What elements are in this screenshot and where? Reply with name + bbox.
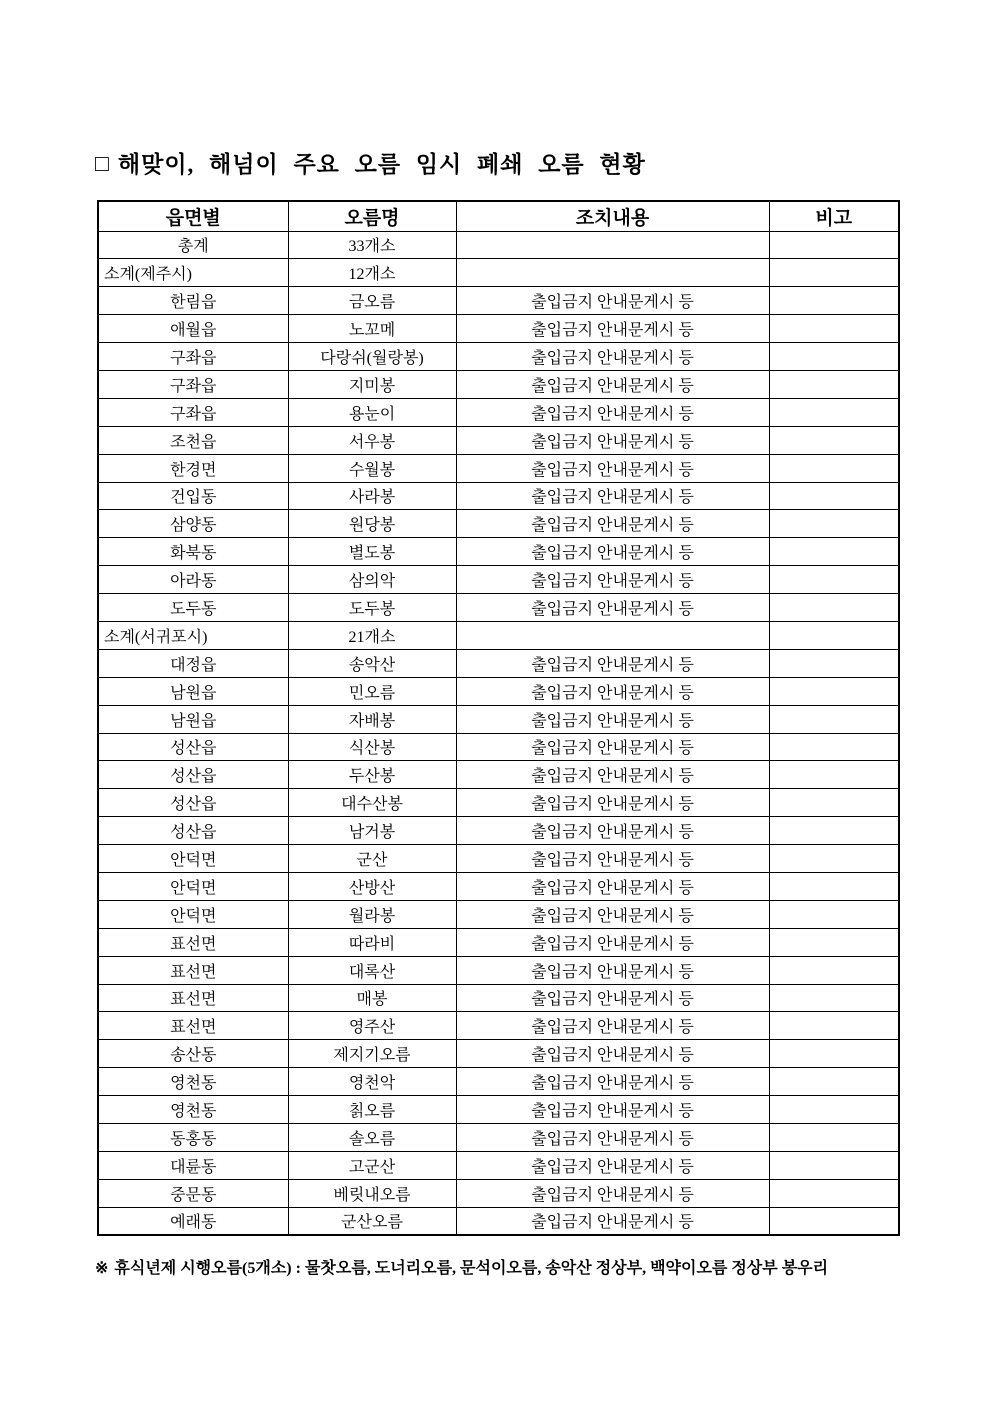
cell-region: 소계(제주시) [98,259,288,287]
cell-note [769,594,899,622]
cell-note [769,1207,899,1235]
cell-action: 출입금지 안내문게시 등 [456,594,769,622]
cell-note [769,621,899,649]
table-body [98,231,899,1235]
cell-region: 성산읍 [98,817,288,845]
table-row [98,928,899,956]
cell-oreum-name: 대수산봉 [288,789,456,817]
table-row [98,789,899,817]
table-row [98,872,899,900]
cell-region: 안덕면 [98,900,288,928]
table-row [98,370,899,398]
cell-action: 출입금지 안내문게시 등 [456,426,769,454]
cell-region: 도두동 [98,594,288,622]
cell-region: 아라동 [98,566,288,594]
cell-region: 조천읍 [98,426,288,454]
cell-action: 출입금지 안내문게시 등 [456,1179,769,1207]
col-header-region: 읍면별 [98,201,288,231]
cell-action: 출입금지 안내문게시 등 [456,1151,769,1179]
cell-action: 출입금지 안내문게시 등 [456,1124,769,1152]
cell-action: 출입금지 안내문게시 등 [456,789,769,817]
cell-action: 출입금지 안내문게시 등 [456,928,769,956]
table-row [98,1040,899,1068]
table-row [98,705,899,733]
cell-note [769,761,899,789]
cell-oreum-name: 용눈이 [288,398,456,426]
cell-note [769,872,899,900]
cell-oreum-name: 도두봉 [288,594,456,622]
table-row [98,900,899,928]
cell-oreum-name: 대록산 [288,956,456,984]
table-row [98,956,899,984]
table-row [98,1096,899,1124]
cell-region: 대정읍 [98,649,288,677]
table-row [98,677,899,705]
cell-region: 남원읍 [98,677,288,705]
table-row [98,1207,899,1235]
cell-action: 출입금지 안내문게시 등 [456,761,769,789]
cell-action: 출입금지 안내문게시 등 [456,677,769,705]
cell-action: 출입금지 안내문게시 등 [456,817,769,845]
table-row [98,398,899,426]
cell-action: 출입금지 안내문게시 등 [456,315,769,343]
cell-action [456,621,769,649]
table-row [98,761,899,789]
cell-action: 출입금지 안내문게시 등 [456,845,769,873]
table-row [98,315,899,343]
cell-region: 동홍동 [98,1124,288,1152]
cell-region: 표선면 [98,956,288,984]
table-row [98,1151,899,1179]
table-row [98,426,899,454]
oreum-closure-table [97,200,900,1236]
cell-region: 성산읍 [98,789,288,817]
table-row [98,482,899,510]
cell-action: 출입금지 안내문게시 등 [456,900,769,928]
table-row [98,510,899,538]
cell-note [769,705,899,733]
cell-note [769,510,899,538]
cell-note [769,733,899,761]
cell-action: 출입금지 안내문게시 등 [456,872,769,900]
cell-note [769,287,899,315]
cell-note [769,1012,899,1040]
footnote-text: 휴식년제 시행오름(5개소) : 물찻오름, 도너리오름, 문석이오름, 송악산 정상부, 백약이오름 정상부 봉우리 [114,1260,829,1277]
cell-region: 중문동 [98,1179,288,1207]
cell-oreum-name: 고군산 [288,1151,456,1179]
col-header-action: 조치내용 [456,201,769,231]
cell-action: 출입금지 안내문게시 등 [456,482,769,510]
cell-note [769,454,899,482]
cell-oreum-name: 따라비 [288,928,456,956]
cell-note [769,928,899,956]
page-title-text: 해맞이, 해넘이 주요 오름 임시 폐쇄 오름 현황 [117,152,646,177]
cell-oreum-name: 칡오름 [288,1096,456,1124]
cell-note [769,1151,899,1179]
table-row [98,649,899,677]
cell-note [769,984,899,1012]
cell-region: 애월읍 [98,315,288,343]
cell-action: 출입금지 안내문게시 등 [456,733,769,761]
cell-region: 구좌읍 [98,370,288,398]
cell-region: 안덕면 [98,845,288,873]
cell-oreum-name: 삼의악 [288,566,456,594]
cell-oreum-name: 서우봉 [288,426,456,454]
table-row [98,1179,899,1207]
cell-oreum-name: 산방산 [288,872,456,900]
cell-action: 출입금지 안내문게시 등 [456,398,769,426]
col-header-note: 비고 [769,201,899,231]
cell-note [769,677,899,705]
cell-note [769,482,899,510]
cell-region: 총계 [98,231,288,259]
cell-oreum-name: 군산오름 [288,1207,456,1235]
cell-note [769,649,899,677]
cell-action: 출입금지 안내문게시 등 [456,956,769,984]
cell-note [769,370,899,398]
cell-note [769,1124,899,1152]
cell-note [769,343,899,371]
table-row [98,343,899,371]
cell-oreum-name: 매봉 [288,984,456,1012]
cell-region: 표선면 [98,928,288,956]
cell-region: 건입동 [98,482,288,510]
cell-action: 출입금지 안내문게시 등 [456,343,769,371]
cell-note [769,538,899,566]
cell-note [769,1040,899,1068]
cell-oreum-name: 군산 [288,845,456,873]
cell-oreum-name: 다랑쉬(월랑봉) [288,343,456,371]
cell-oreum-name: 지미봉 [288,370,456,398]
cell-region: 화북동 [98,538,288,566]
cell-region: 예래동 [98,1207,288,1235]
cell-note [769,789,899,817]
col-header-oreum-name: 오름명 [288,201,456,231]
table-row [98,733,899,761]
cell-region: 표선면 [98,1012,288,1040]
cell-region: 성산읍 [98,761,288,789]
cell-action: 출입금지 안내문게시 등 [456,1096,769,1124]
cell-region: 소계(서귀포시) [98,621,288,649]
cell-oreum-name: 영천악 [288,1068,456,1096]
cell-action: 출입금지 안내문게시 등 [456,649,769,677]
cell-action: 출입금지 안내문게시 등 [456,566,769,594]
cell-region: 영천동 [98,1068,288,1096]
cell-oreum-name: 민오름 [288,677,456,705]
cell-oreum-name: 두산봉 [288,761,456,789]
cell-action [456,259,769,287]
cell-note [769,1179,899,1207]
page-title [95,146,646,179]
table-row [98,594,899,622]
cell-note [769,259,899,287]
cell-action: 출입금지 안내문게시 등 [456,1207,769,1235]
cell-oreum-name: 사라봉 [288,482,456,510]
cell-action: 출입금지 안내문게시 등 [456,705,769,733]
cell-region: 한림읍 [98,287,288,315]
table-row [98,845,899,873]
table-row [98,566,899,594]
cell-action: 출입금지 안내문게시 등 [456,1068,769,1096]
table-row [98,287,899,315]
cell-action: 출입금지 안내문게시 등 [456,984,769,1012]
cell-action: 출입금지 안내문게시 등 [456,370,769,398]
cell-oreum-name: 솔오름 [288,1124,456,1152]
cell-action: 출입금지 안내문게시 등 [456,538,769,566]
cell-action: 출입금지 안내문게시 등 [456,454,769,482]
cell-note [769,1096,899,1124]
cell-region: 성산읍 [98,733,288,761]
cell-oreum-name: 식산봉 [288,733,456,761]
cell-region: 안덕면 [98,872,288,900]
cell-action: 출입금지 안내문게시 등 [456,1040,769,1068]
table-row [98,538,899,566]
square-bullet-icon: □ [95,151,110,176]
cell-note [769,956,899,984]
table-row [98,454,899,482]
table-row [98,1068,899,1096]
table-row [98,1012,899,1040]
cell-region: 한경면 [98,454,288,482]
table-row [98,1124,899,1152]
cell-oreum-name: 남거봉 [288,817,456,845]
cell-action: 출입금지 안내문게시 등 [456,1012,769,1040]
table-row [98,259,899,287]
cell-oreum-name: 노꼬메 [288,315,456,343]
cell-oreum-name: 제지기오름 [288,1040,456,1068]
cell-oreum-name: 금오름 [288,287,456,315]
header-row [98,201,899,231]
cell-oreum-name: 월라봉 [288,900,456,928]
cell-note [769,398,899,426]
cell-action: 출입금지 안내문게시 등 [456,510,769,538]
cell-region: 영천동 [98,1096,288,1124]
cell-oreum-name: 33개소 [288,231,456,259]
cell-region: 남원읍 [98,705,288,733]
footnote [95,1255,925,1278]
cell-note [769,900,899,928]
table-header [98,201,899,231]
cell-oreum-name: 원당봉 [288,510,456,538]
cell-note [769,315,899,343]
cell-oreum-name: 수월봉 [288,454,456,482]
cell-action: 출입금지 안내문게시 등 [456,287,769,315]
cell-region: 표선면 [98,984,288,1012]
cell-note [769,231,899,259]
cell-region: 구좌읍 [98,398,288,426]
cell-region: 구좌읍 [98,343,288,371]
table-row [98,621,899,649]
cell-oreum-name: 베릿내오름 [288,1179,456,1207]
cell-oreum-name: 영주산 [288,1012,456,1040]
table-row [98,817,899,845]
cell-oreum-name: 송악산 [288,649,456,677]
cell-oreum-name: 12개소 [288,259,456,287]
cell-note [769,566,899,594]
reference-mark-icon: ※ [95,1260,109,1277]
cell-region: 대륜동 [98,1151,288,1179]
table-row [98,231,899,259]
cell-note [769,426,899,454]
table-row [98,984,899,1012]
cell-note [769,817,899,845]
cell-oreum-name: 자배봉 [288,705,456,733]
cell-oreum-name: 별도봉 [288,538,456,566]
cell-oreum-name: 21개소 [288,621,456,649]
cell-region: 삼양동 [98,510,288,538]
cell-note [769,1068,899,1096]
cell-action [456,231,769,259]
cell-note [769,845,899,873]
cell-region: 송산동 [98,1040,288,1068]
